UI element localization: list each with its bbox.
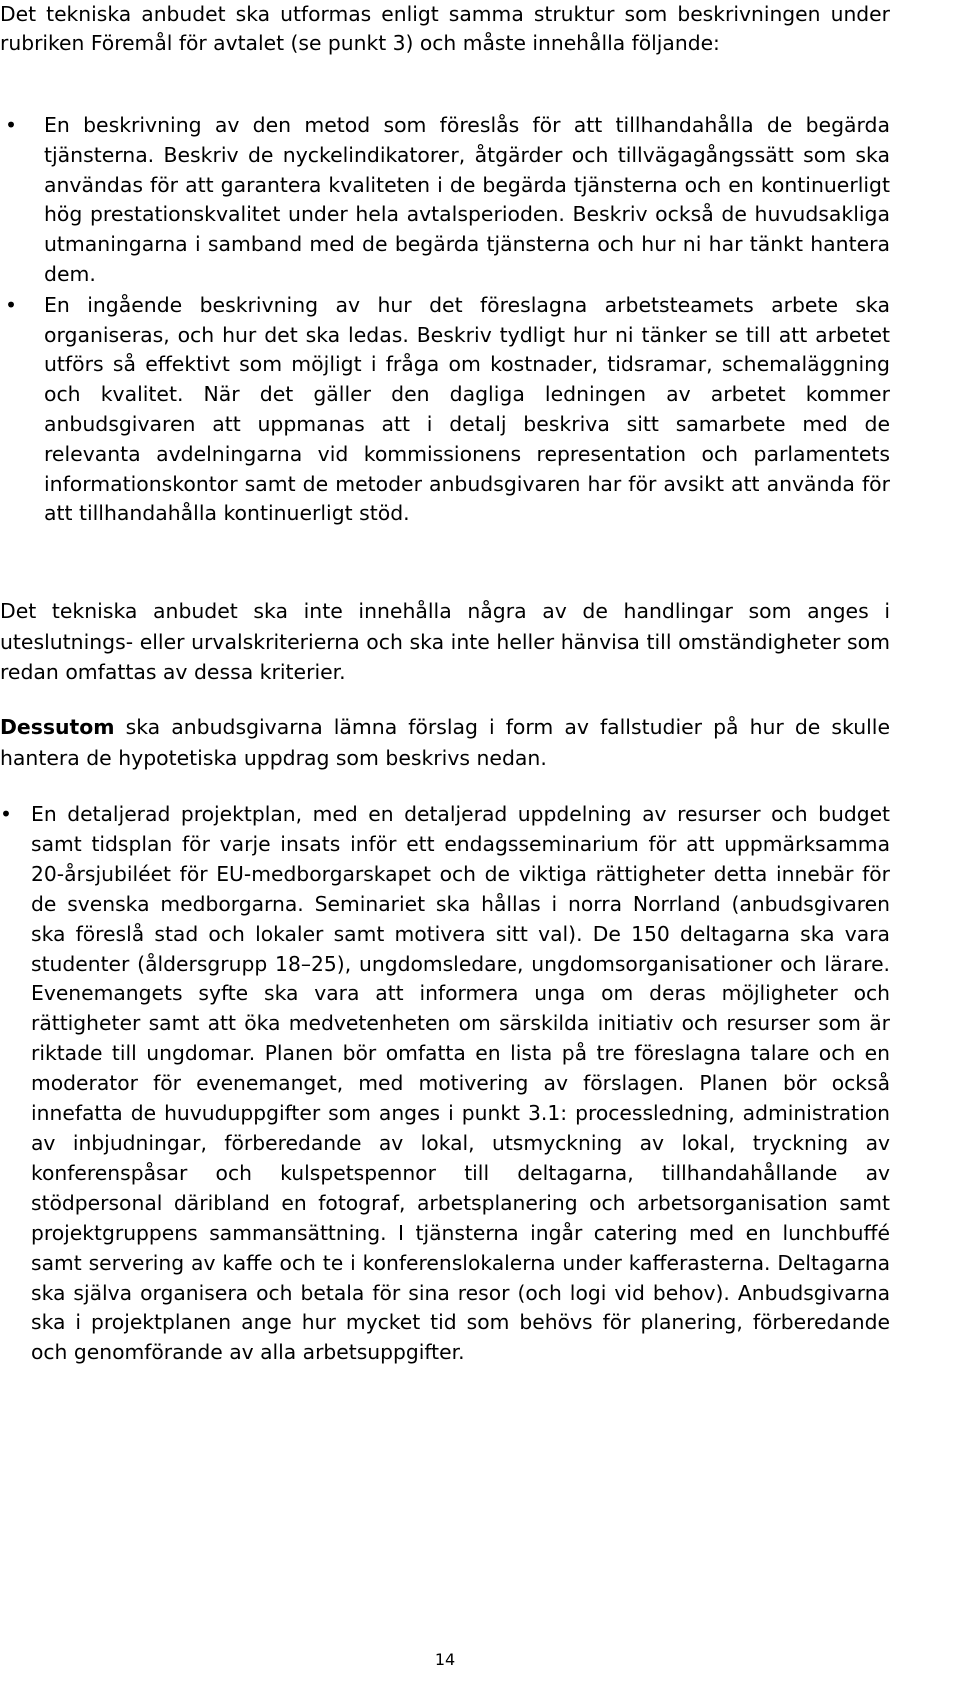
requirements-list xyxy=(0,111,890,529)
page-number: 14 xyxy=(434,1650,456,1669)
bullet-icon: • xyxy=(0,802,12,826)
bullet-icon: • xyxy=(5,292,18,317)
exclusion-paragraph: Det tekniska anbudet ska inte innehålla några av de handlingar som anges i uteslutnings- eller urvalskriterierna och ska inte heller hänvisa till omständigheter som redan omfattas av dessa kriterier. xyxy=(0,599,890,684)
paragraph-text: ska anbudsgivarna lämna förslag i form av fallstudier på hur de skulle hantera de hypotetiska uppdrag som beskrivs nedan. xyxy=(0,715,890,770)
list-item-text: En detaljerad projektplan, med en detaljerad uppdelning av resurser och budget samt tidsplan för varje insats inför ett endagsseminarium för att uppmärksamma 20-årsjubiléet för EU-medborgarskapet och de viktiga rättigheter detta innebär för de svenska medborgarna. Seminariet ska hållas i norra Norrland (anbudsgivaren ska föreslå stad och lokaler samt motivera sitt val). De 150 deltagarna ska vara studenter (åldersgrupp 18–25), ungdomsledare, ungdomsorganisationer och lärare. Evenemangets syfte ska vara att informera unga om deras möjligheter och rättigheter samt att öka medvetenheten om särskilda initiativ och resurser som är riktade till ungdomar. Planen bör omfatta en lista på tre föreslagna talare och en moderator för evenemanget, med motivering av förslagen. Planen bör också innefatta de huvuduppgifter som anges i punkt 3.1: processledning, administration av inbjudningar, förberedande av lokal, utsmyckning av lokal, tryckning av konferenspåsar och kulspetspennor till deltagarna, tillhandahållande av stödpersonal däribland en fotograf, arbetsplanering och arbetsorganisation samt projektgruppens sammansättning. I tjänsterna ingår catering med en lunchbuffé samt servering av kaffe och te i konferenslokalerna under kafferasterna. Deltagarna ska själva organisera och betala för sina resor (och logi vid behov). Anbudsgivarna ska i projektplanen ange hur mycket tid som behövs för planering, förberedande och genomförande av alla arbetsuppgifter. xyxy=(31,802,890,1365)
list-item xyxy=(0,291,890,529)
bullet-icon: • xyxy=(5,113,18,137)
list-item-text: En beskrivning av den metod som föreslås för att tillhandahålla de begärda tjänsterna. Beskriv de nyckelindikatorer, åtgärder och tillvägagångssätt som ska användas för att garantera kvaliteten i de begärda tjänsterna och en kontinuerligt hög prestationskvalitet under hela avtalsperioden. Beskriv också de huvudsakliga utmaningarna i samband med de begärda tjänsterna och hur ni har tänkt hantera dem. xyxy=(44,113,890,286)
case-study-paragraph xyxy=(0,712,890,773)
case-study-list xyxy=(0,800,890,1368)
list-item xyxy=(0,800,890,1368)
emphasis-text: Dessutom xyxy=(0,715,115,739)
list-item xyxy=(0,111,890,290)
intro-paragraph: Det tekniska anbudet ska utformas enligt samma struktur som beskrivningen under rubriken Föremål för avtalet (se punkt 3) och måste innehålla följande: xyxy=(0,2,890,56)
list-item-text: En ingående beskrivning av hur det föreslagna arbetsteamets arbete ska organiseras, och hur det ska ledas. Beskriv tydligt hur ni tänker se till att arbetet utförs så effektivt som möjligt i fråga om kostnader, tidsramar, schemaläggning och kvalitet. När det gäller den dagliga ledningen av arbetet kommer anbudsgivaren att uppmanas att i detalj beskriva sitt samarbete med de relevanta avdelningarna vid kommissionens representation och parlamentets informationskontor samt de metoder anbudsgivaren har för avsikt att använda för att tillhandahålla kontinuerligt stöd. xyxy=(44,292,890,526)
